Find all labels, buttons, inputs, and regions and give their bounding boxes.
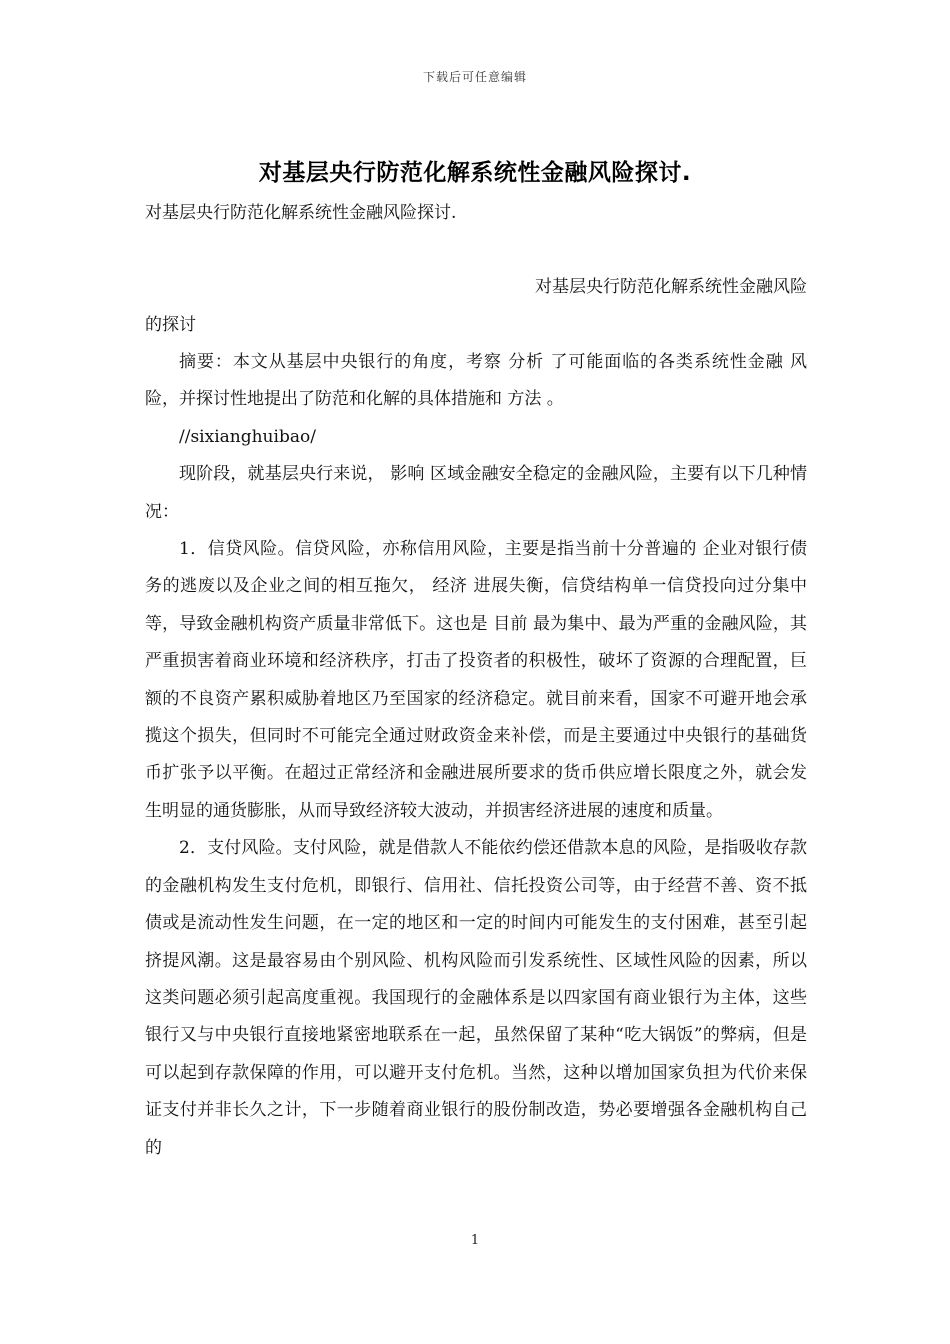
- reference-link-text: //sixianghuibao/: [179, 426, 316, 447]
- document-title: 对基层央行防范化解系统性金融风险探讨.: [258, 160, 692, 186]
- body-text: [145, 344, 807, 1167]
- credit-risk-paragraph: 1．信贷风险。信贷风险，亦称信用风险，主要是指当前十分普遍的 企业对银行债务的逃废以及企业之间的相互拖欠， 经济 进展失衡，信贷结构单一信贷投向过分集中等，导致金融机构资产质量非常低下。这也是 目前 最为集中、最为严重的金融风险，其严重损害着商业环境和经济秩序，打击了投资者的积极性，破坏了资源的合理配置，巨额的不良资产累积威胁着地区乃至国家的经济稳定。就目前来看，国家不可避开地会承揽这个损失，但同时不可能完全通过财政资金来补偿，而是主要通过中央银行的基础货币扩张予以平衡。在超过正常经济和金融进展所要求的货币供应增长限度之外，就会发生明显的通货膨胀，从而导致经济较大波动，并损害经济进展的速度和质量。: [145, 539, 807, 821]
- document-subtitle: 对基层央行防范化解系统性金融风险探讨.: [145, 203, 457, 223]
- section-heading: 对基层央行防范化解系统性金融风险: [535, 277, 807, 297]
- intro-paragraph: 现阶段，就基层央行来说， 影响 区域金融安全稳定的金融风险，主要有以下几种情况：: [145, 464, 807, 522]
- page-number: 1: [470, 1233, 480, 1248]
- payment-risk-paragraph: 2．支付风险。支付风险，就是借款人不能依约偿还借款本息的风险，是指吸收存款的金融机构发生支付危机，即银行、信用社、信托投资公司等，由于经营不善、资不抵债或是流动性发生问题，在一定的地区和一定的时间内可能发生的支付困难，甚至引起挤提风潮。这是最容易由个别风险、机构风险而引发系统性、区域性风险的因素，所以这类问题必须引起高度重视。我国现行的金融体系是以四家国有商业银行为主体，这些银行又与中央银行直接地紧密地联系在一起，虽然保留了某种“吃大锅饭”的弊病，但是可以起到存款保障的作用，可以避开支付危机。当然，这种以增加国家负担为代价来保证支付并非长久之计，下一步随着商业银行的股份制改造，势必要增强各金融机构自己的: [145, 838, 807, 1158]
- abstract-paragraph: 摘要：本文从基层中央银行的角度，考察 分析 了可能面临的各类系统性金融 风险，并探讨性地提出了防范和化解的具体措施和 方法 。: [145, 352, 807, 410]
- section-heading-tail: 的探讨: [145, 315, 196, 335]
- header-note: 下载后可任意编辑: [422, 70, 527, 84]
